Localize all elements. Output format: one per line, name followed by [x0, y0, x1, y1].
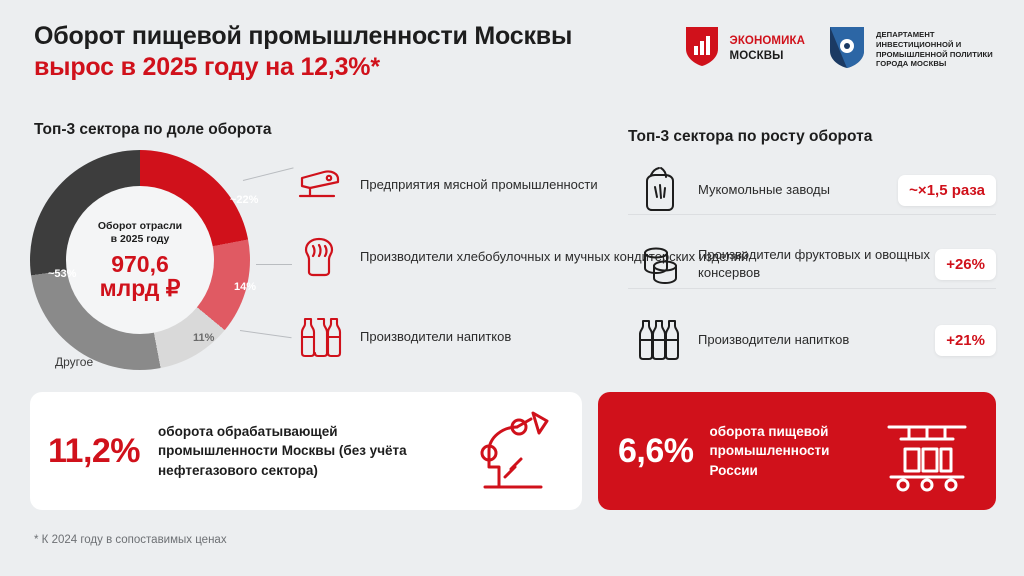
donut-chart: [30, 150, 260, 380]
legend-label-drinks: Производители напитков: [360, 328, 512, 344]
logo-department: [827, 24, 994, 75]
logo-group: [683, 24, 994, 75]
slice-label-other: ~53%: [48, 268, 77, 280]
donut-center: [66, 186, 214, 334]
slice-label-drinks: 11%: [193, 332, 215, 344]
slice-label-bakery: 14%: [234, 281, 257, 293]
growth-badge-flour: ~×1,5 раза: [898, 175, 996, 206]
growth-item-flour: [628, 162, 996, 218]
shield-chart-icon: [683, 24, 721, 73]
legend-item-drinks: [292, 312, 511, 362]
canned-food-icon: [628, 236, 690, 292]
bread-icon: [292, 232, 346, 282]
donut-center-value: 970,6: [111, 250, 169, 277]
donut-center-caption1: Оборот отрасли: [97, 219, 183, 232]
page-header: [34, 22, 694, 82]
logo-economy-line2: МОСКВЫ: [729, 49, 784, 62]
growth-item-canned: [628, 236, 996, 292]
factory-line-icon: [877, 406, 976, 496]
bottles-icon: [292, 312, 346, 362]
card-manufacturing-share: [30, 392, 582, 510]
card-red-value: 6,6%: [618, 431, 694, 470]
growth-label-canned: Производители фруктовых и овощных консервов: [698, 246, 930, 280]
donut-center-caption2: в 2025 году: [110, 232, 170, 245]
shield-gear-icon: [827, 24, 867, 75]
logo-economy: [683, 24, 805, 73]
leader-line-bakery: [256, 264, 292, 265]
legend-item-meat: [292, 160, 598, 210]
card-russia-share: [598, 392, 996, 510]
robot-arm-icon: [454, 403, 564, 499]
flour-bag-icon: [628, 162, 690, 218]
left-section-title: Топ-3 сектора по доле оборота: [34, 121, 272, 138]
row-divider-2: [628, 288, 996, 289]
row-divider-1: [628, 214, 996, 215]
growth-label-drinks: Производители напитков: [698, 331, 850, 347]
slice-caption-other: Другое: [55, 355, 94, 369]
bottles-icon: [628, 312, 690, 368]
footnote: * К 2024 году в сопоставимых ценах: [34, 534, 227, 546]
legend-label-bakery: Производители хлебобулочных и мучных кондитерских изделий: [360, 248, 749, 264]
donut-center-unit: млрд ₽: [99, 275, 181, 302]
page-title-line2: вырос в 2025 году на 12,3%*: [34, 52, 380, 81]
card-red-text: оборота пищевой промышленности России: [709, 424, 830, 478]
slice-label-meat: ~22%: [230, 194, 259, 206]
logo-department-text: ДЕПАРТАМЕНТ ИНВЕСТИЦИОННОЙ И ПРОМЫШЛЕННОЙ ПОЛИТИКИ ГОРОДА МОСКВЫ: [876, 29, 993, 69]
growth-badge-canned: +26%: [935, 249, 996, 280]
growth-label-flour: Мукомольные заводы: [698, 181, 830, 197]
right-section-title: Топ-3 сектора по росту оборота: [628, 128, 873, 145]
logo-economy-text: [730, 34, 805, 63]
card-white-value: 11,2%: [48, 431, 141, 470]
growth-badge-drinks: +21%: [935, 325, 996, 356]
meat-grinder-icon: [292, 160, 346, 210]
page-title-line1: Оборот пищевой промышленности Москвы: [34, 22, 573, 50]
logo-economy-line1: ЭКОНОМИКА: [729, 35, 805, 48]
card-white-text: оборота обрабатывающей промышленности Москвы (без учёта нефтегазового сектора): [158, 424, 407, 478]
growth-item-drinks: [628, 312, 996, 368]
legend-label-meat: Предприятия мясной промышленности: [360, 176, 598, 192]
